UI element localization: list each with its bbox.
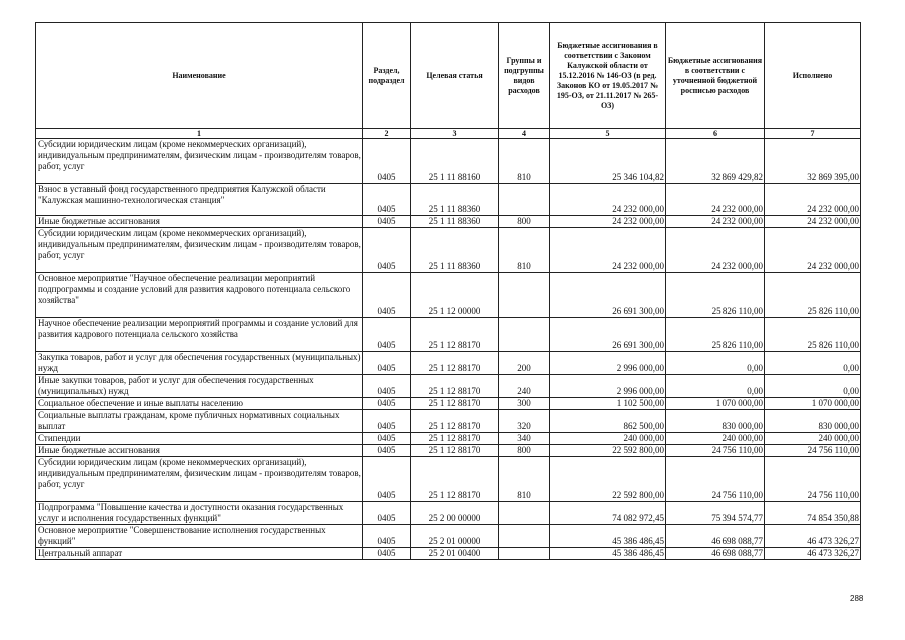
row-executed: 24 756 110,00 bbox=[765, 445, 861, 457]
row-allocation-refined: 24 232 000,00 bbox=[666, 228, 765, 273]
table-row bbox=[36, 184, 861, 216]
row-allocation-law: 22 592 800,00 bbox=[550, 457, 666, 502]
row-section: 0405 bbox=[363, 228, 411, 273]
row-name: Субсидии юридическим лицам (кроме некоммерческих организаций), индивидуальным предпринимателям, физическим лицам - производителям товаров, работ, услуг bbox=[36, 228, 363, 273]
header-groups: Группы и подгруппы видов расходов bbox=[499, 23, 550, 129]
row-section: 0405 bbox=[363, 216, 411, 228]
row-name: Иные бюджетные ассигнования bbox=[36, 216, 363, 228]
row-section: 0405 bbox=[363, 445, 411, 457]
row-target: 25 1 12 88170 bbox=[411, 433, 499, 445]
row-name: Взнос в уставный фонд государственного предприятия Калужской области "Калужская машинно-технологическая станция" bbox=[36, 184, 363, 216]
row-allocation-refined: 25 826 110,00 bbox=[666, 273, 765, 318]
table-row bbox=[36, 433, 861, 445]
row-allocation-law: 45 386 486,45 bbox=[550, 525, 666, 548]
row-executed: 0,00 bbox=[765, 375, 861, 398]
row-name: Основное мероприятие "Совершенствование исполнения государственных функций" bbox=[36, 525, 363, 548]
column-number: 7 bbox=[765, 129, 861, 139]
row-name: Иные закупки товаров, работ и услуг для обеспечения государственных (муниципальных) нужд bbox=[36, 375, 363, 398]
header-allocations-law: Бюджетные ассигнования в соответствии с Законом Калужской области от 15.12.2016 № 146-ОЗ (в ред. Законов КО от 19.05.2017 № 195-ОЗ, от 21.11.2017 № 265-ОЗ) bbox=[550, 23, 666, 129]
row-allocation-refined: 46 698 088,77 bbox=[666, 548, 765, 560]
budget-table bbox=[35, 22, 861, 560]
row-target: 25 1 12 88170 bbox=[411, 445, 499, 457]
column-number: 1 bbox=[36, 129, 363, 139]
header-row bbox=[36, 23, 861, 129]
row-target: 25 1 12 88170 bbox=[411, 410, 499, 433]
column-number-row bbox=[36, 129, 861, 139]
column-number: 6 bbox=[666, 129, 765, 139]
row-name: Научное обеспечение реализации мероприятий программы и создание условий для развития кадрового потенциала сельского хозяйства bbox=[36, 318, 363, 352]
table-row bbox=[36, 457, 861, 502]
row-name: Подпрограмма "Повышение качества и доступности оказания государственных услуг и исполнения государственных функций" bbox=[36, 502, 363, 525]
row-group bbox=[499, 318, 550, 352]
row-section: 0405 bbox=[363, 457, 411, 502]
table-row bbox=[36, 318, 861, 352]
table-row bbox=[36, 375, 861, 398]
row-allocation-refined: 46 698 088,77 bbox=[666, 525, 765, 548]
row-group: 200 bbox=[499, 352, 550, 375]
row-allocation-law: 26 691 300,00 bbox=[550, 318, 666, 352]
row-name: Субсидии юридическим лицам (кроме некоммерческих организаций), индивидуальным предпринимателям, физическим лицам - производителям товаров, работ, услуг bbox=[36, 457, 363, 502]
row-section: 0405 bbox=[363, 502, 411, 525]
row-target: 25 1 11 88160 bbox=[411, 139, 499, 184]
row-target: 25 1 11 88360 bbox=[411, 228, 499, 273]
row-executed: 24 232 000,00 bbox=[765, 228, 861, 273]
row-group: 800 bbox=[499, 445, 550, 457]
row-allocation-law: 2 996 000,00 bbox=[550, 375, 666, 398]
row-group: 300 bbox=[499, 398, 550, 410]
row-allocation-refined: 75 394 574,77 bbox=[666, 502, 765, 525]
row-allocation-refined: 830 000,00 bbox=[666, 410, 765, 433]
row-target: 25 1 12 88170 bbox=[411, 375, 499, 398]
row-executed: 24 232 000,00 bbox=[765, 184, 861, 216]
row-section: 0405 bbox=[363, 318, 411, 352]
row-section: 0405 bbox=[363, 375, 411, 398]
row-allocation-refined: 32 869 429,82 bbox=[666, 139, 765, 184]
row-name: Социальные выплаты гражданам, кроме публичных нормативных социальных выплат bbox=[36, 410, 363, 433]
row-target: 25 1 12 88170 bbox=[411, 352, 499, 375]
column-number: 3 bbox=[411, 129, 499, 139]
row-executed: 32 869 395,00 bbox=[765, 139, 861, 184]
row-group: 810 bbox=[499, 139, 550, 184]
row-group: 240 bbox=[499, 375, 550, 398]
row-allocation-law: 22 592 800,00 bbox=[550, 445, 666, 457]
table-row bbox=[36, 273, 861, 318]
row-section: 0405 bbox=[363, 139, 411, 184]
row-group: 810 bbox=[499, 228, 550, 273]
column-number: 2 bbox=[363, 129, 411, 139]
row-name: Центральный аппарат bbox=[36, 548, 363, 560]
row-allocation-law: 24 232 000,00 bbox=[550, 184, 666, 216]
row-section: 0405 bbox=[363, 525, 411, 548]
table-row bbox=[36, 410, 861, 433]
row-allocation-refined: 24 232 000,00 bbox=[666, 216, 765, 228]
header-section: Раздел, подраздел bbox=[363, 23, 411, 129]
row-section: 0405 bbox=[363, 410, 411, 433]
row-executed: 24 232 000,00 bbox=[765, 216, 861, 228]
page-number: 288 bbox=[850, 594, 864, 603]
row-allocation-law: 24 232 000,00 bbox=[550, 228, 666, 273]
row-allocation-law: 862 500,00 bbox=[550, 410, 666, 433]
row-allocation-refined: 25 826 110,00 bbox=[666, 318, 765, 352]
row-target: 25 1 11 88360 bbox=[411, 184, 499, 216]
row-allocation-refined: 24 756 110,00 bbox=[666, 445, 765, 457]
header-allocations-refined: Бюджетные ассигнования в соответствии с уточненной бюджетной росписью расходов bbox=[666, 23, 765, 129]
row-executed: 74 854 350,88 bbox=[765, 502, 861, 525]
row-executed: 24 756 110,00 bbox=[765, 457, 861, 502]
row-target: 25 1 12 88170 bbox=[411, 398, 499, 410]
row-section: 0405 bbox=[363, 184, 411, 216]
row-section: 0405 bbox=[363, 398, 411, 410]
row-allocation-law: 26 691 300,00 bbox=[550, 273, 666, 318]
table-body bbox=[36, 139, 861, 560]
row-section: 0405 bbox=[363, 352, 411, 375]
row-name: Субсидии юридическим лицам (кроме некоммерческих организаций), индивидуальным предпринимателям, физическим лицам - производителям товаров, работ, услуг bbox=[36, 139, 363, 184]
row-name: Закупка товаров, работ и услуг для обеспечения государственных (муниципальных) нужд bbox=[36, 352, 363, 375]
row-executed: 1 070 000,00 bbox=[765, 398, 861, 410]
row-executed: 0,00 bbox=[765, 352, 861, 375]
row-allocation-law: 240 000,00 bbox=[550, 433, 666, 445]
row-group bbox=[499, 502, 550, 525]
row-executed: 46 473 326,27 bbox=[765, 525, 861, 548]
row-group: 340 bbox=[499, 433, 550, 445]
header-target: Целевая статья bbox=[411, 23, 499, 129]
row-allocation-refined: 1 070 000,00 bbox=[666, 398, 765, 410]
row-allocation-law: 25 346 104,82 bbox=[550, 139, 666, 184]
row-allocation-law: 45 386 486,45 bbox=[550, 548, 666, 560]
row-allocation-refined: 24 232 000,00 bbox=[666, 184, 765, 216]
row-target: 25 1 12 88170 bbox=[411, 457, 499, 502]
row-executed: 25 826 110,00 bbox=[765, 318, 861, 352]
table-row bbox=[36, 352, 861, 375]
row-target: 25 1 12 00000 bbox=[411, 273, 499, 318]
table-row bbox=[36, 502, 861, 525]
row-allocation-law: 1 102 500,00 bbox=[550, 398, 666, 410]
row-executed: 240 000,00 bbox=[765, 433, 861, 445]
row-executed: 25 826 110,00 bbox=[765, 273, 861, 318]
row-target: 25 2 00 00000 bbox=[411, 502, 499, 525]
row-target: 25 1 12 88170 bbox=[411, 318, 499, 352]
row-group bbox=[499, 525, 550, 548]
column-number: 5 bbox=[550, 129, 666, 139]
row-target: 25 2 01 00400 bbox=[411, 548, 499, 560]
row-name: Социальное обеспечение и иные выплаты населению bbox=[36, 398, 363, 410]
row-group bbox=[499, 548, 550, 560]
row-section: 0405 bbox=[363, 273, 411, 318]
row-allocation-refined: 240 000,00 bbox=[666, 433, 765, 445]
row-allocation-law: 2 996 000,00 bbox=[550, 352, 666, 375]
row-allocation-law: 24 232 000,00 bbox=[550, 216, 666, 228]
row-section: 0405 bbox=[363, 433, 411, 445]
row-group: 800 bbox=[499, 216, 550, 228]
table-row bbox=[36, 525, 861, 548]
row-section: 0405 bbox=[363, 548, 411, 560]
row-group bbox=[499, 273, 550, 318]
row-name: Иные бюджетные ассигнования bbox=[36, 445, 363, 457]
row-allocation-refined: 0,00 bbox=[666, 352, 765, 375]
row-name: Стипендии bbox=[36, 433, 363, 445]
row-executed: 830 000,00 bbox=[765, 410, 861, 433]
table-row bbox=[36, 228, 861, 273]
row-executed: 46 473 326,27 bbox=[765, 548, 861, 560]
row-group bbox=[499, 184, 550, 216]
row-target: 25 1 11 88360 bbox=[411, 216, 499, 228]
row-group: 810 bbox=[499, 457, 550, 502]
row-target: 25 2 01 00000 bbox=[411, 525, 499, 548]
row-allocation-refined: 0,00 bbox=[666, 375, 765, 398]
table-row bbox=[36, 445, 861, 457]
row-allocation-refined: 24 756 110,00 bbox=[666, 457, 765, 502]
row-group: 320 bbox=[499, 410, 550, 433]
header-name: Наименование bbox=[36, 23, 363, 129]
table-row bbox=[36, 139, 861, 184]
header-executed: Исполнено bbox=[765, 23, 861, 129]
row-allocation-law: 74 082 972,45 bbox=[550, 502, 666, 525]
column-number: 4 bbox=[499, 129, 550, 139]
table-row bbox=[36, 398, 861, 410]
table-row bbox=[36, 216, 861, 228]
row-name: Основное мероприятие "Научное обеспечение реализации мероприятий подпрограммы и создание условий для развития кадрового потенциала сельского хозяйства" bbox=[36, 273, 363, 318]
table-row bbox=[36, 548, 861, 560]
